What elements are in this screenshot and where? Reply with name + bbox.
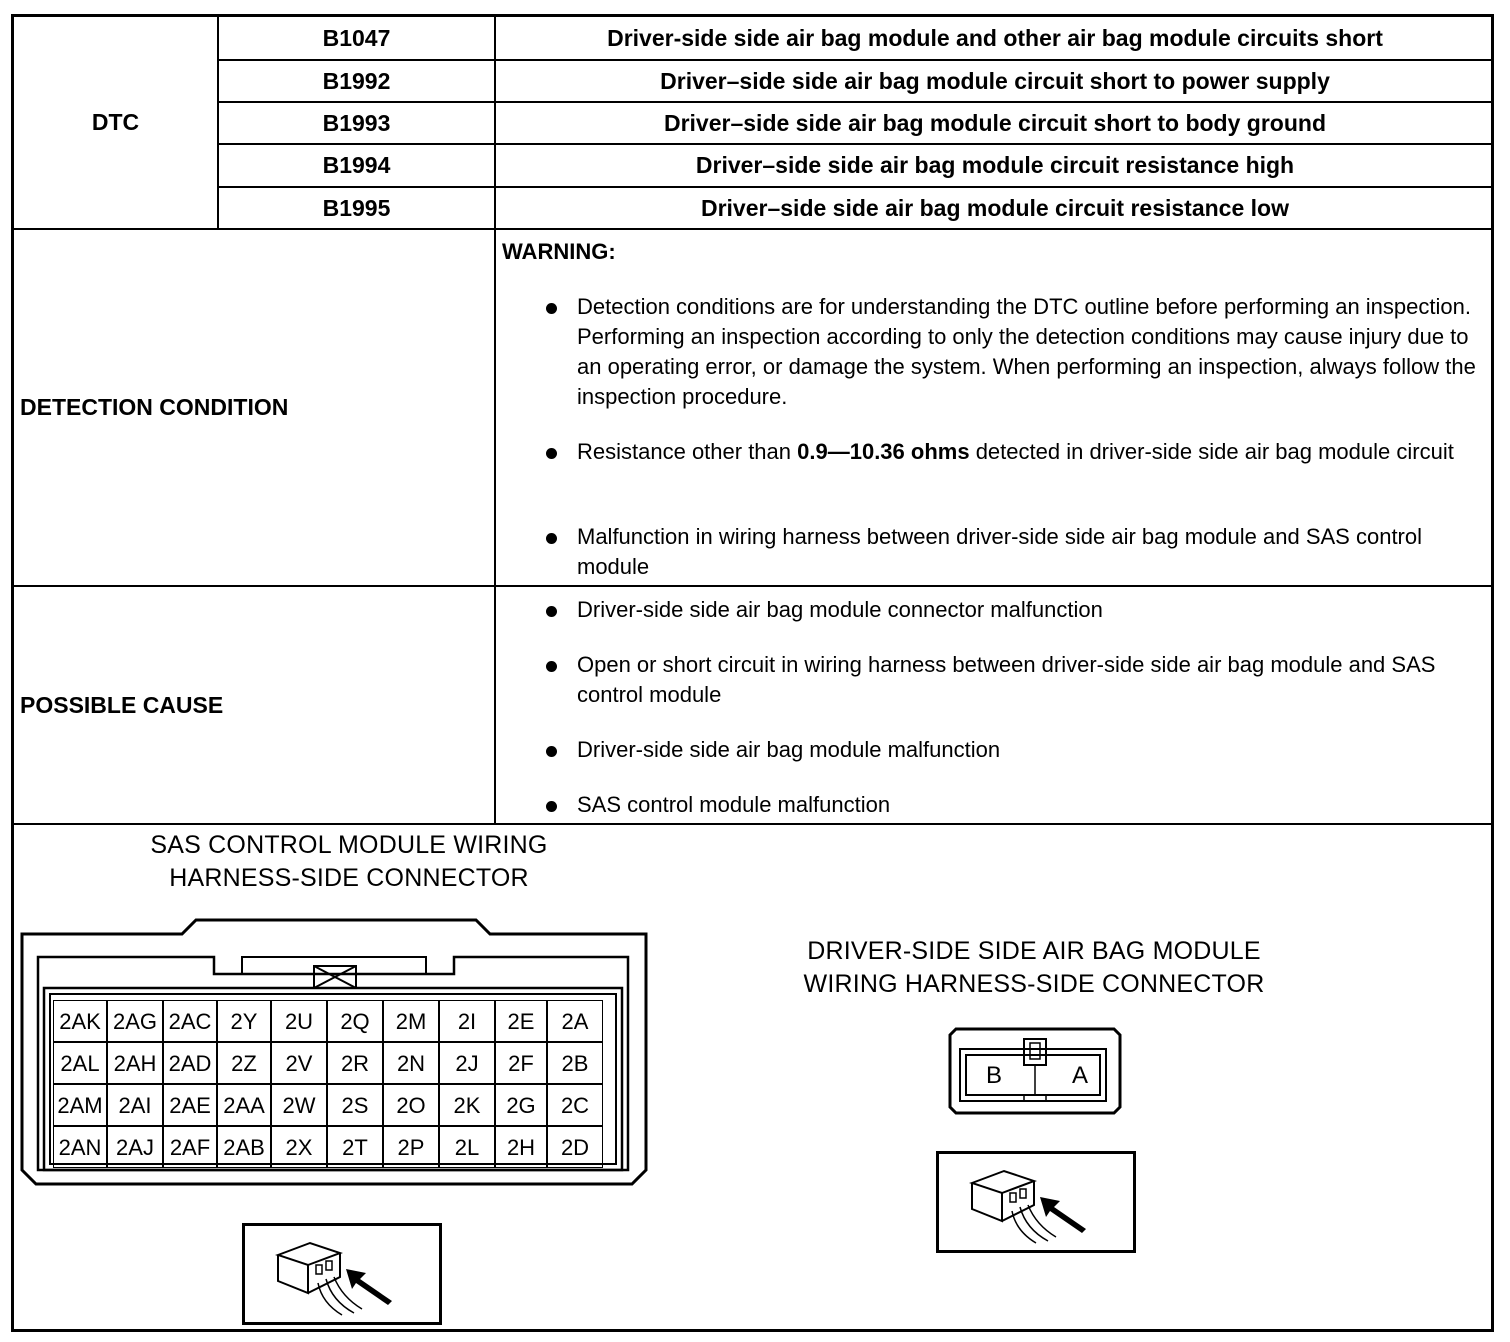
sas-pin-2ac: 2AC — [163, 1000, 217, 1042]
airbag-connector-diagram — [948, 1025, 1122, 1117]
sas-pin-2an: 2AN — [53, 1126, 107, 1168]
text-suffix: detected in driver-side side air bag module circuit — [969, 439, 1454, 464]
sas-pin-2d: 2D — [547, 1126, 603, 1168]
sas-pin-2aa: 2AA — [217, 1084, 271, 1126]
dtc-description: Driver-side side air bag module and other air bag module circuits short — [607, 24, 1383, 51]
dtc-info-table — [11, 14, 1494, 1332]
title-line: WIRING HARNESS-SIDE CONNECTOR — [803, 970, 1265, 998]
sas-pin-2m: 2M — [383, 1000, 439, 1042]
sas-pin-2x: 2X — [271, 1126, 327, 1168]
sas-pin-2ad: 2AD — [163, 1042, 217, 1084]
row-divider — [14, 823, 1494, 825]
dtc-description: Driver–side side air bag module circuit resistance high — [695, 152, 1295, 178]
sas-pin-2l: 2L — [439, 1126, 495, 1168]
airbag-connector-title — [754, 935, 1314, 1001]
sas-pin-2f: 2F — [495, 1042, 547, 1084]
dtc-label: DTC — [91, 109, 140, 135]
sas-pin-2z: 2Z — [217, 1042, 271, 1084]
sas-pin-2o: 2O — [383, 1084, 439, 1126]
sas-pin-2k: 2K — [439, 1084, 495, 1126]
sas-pin-2r: 2R — [327, 1042, 383, 1084]
sas-pin-2h: 2H — [495, 1126, 547, 1168]
dtc-description: Driver–side side air bag module circuit short to power supply — [660, 67, 1330, 94]
sas-pin-2u: 2U — [271, 1000, 327, 1042]
cause-item-text: Driver-side side air bag module malfunction — [577, 737, 1001, 762]
airbag-pin-a: A — [1071, 1062, 1088, 1089]
title-line: SAS CONTROL MODULE WIRING — [150, 831, 548, 859]
cause-item-text: Driver-side side air bag module connector malfunction — [577, 597, 1103, 622]
sas-pin-2ah: 2AH — [107, 1042, 163, 1084]
detection-item-text — [577, 437, 1477, 467]
sas-pin-2v: 2V — [271, 1042, 327, 1084]
sas-pin-2g: 2G — [495, 1084, 547, 1126]
bullet-icon — [546, 606, 557, 617]
sas-pin-2i: 2I — [439, 1000, 495, 1042]
detection-item-text: Detection conditions are for understanding the DTC outline before performing an inspection. Performing an inspection according to only the detection conditions may cause injury due to an operating error, or damage the system. When performing an inspection, always follow the inspection procedure. — [577, 294, 1476, 409]
sas-pin-2q: 2Q — [327, 1000, 383, 1042]
sas-pin-2ai: 2AI — [107, 1084, 163, 1126]
text-prefix: Resistance other than — [577, 439, 798, 464]
cause-item-text: SAS control module malfunction — [577, 792, 891, 817]
dtc-code: B1992 — [322, 67, 391, 94]
dtc-code: B1047 — [322, 24, 391, 51]
detection-item-text: Malfunction in wiring harness between driver-side side air bag module and SAS control module — [577, 524, 1423, 579]
dtc-description: Driver–side side air bag module circuit short to body ground — [663, 109, 1326, 136]
bullet-icon — [546, 303, 557, 314]
sas-pin-2t: 2T — [327, 1126, 383, 1168]
bullet-icon — [546, 533, 557, 544]
sas-pin-2ag: 2AG — [107, 1000, 163, 1042]
detection-condition-label: DETECTION CONDITION — [20, 394, 289, 420]
dtc-code: B1995 — [322, 194, 391, 221]
sas-view-direction-box — [242, 1223, 442, 1325]
sas-pin-2al: 2AL — [53, 1042, 107, 1084]
sas-pin-2j: 2J — [439, 1042, 495, 1084]
airbag-view-direction-box — [936, 1151, 1136, 1253]
sas-connector-title — [74, 829, 624, 895]
sas-pin-2y: 2Y — [217, 1000, 271, 1042]
sas-pin-2am: 2AM — [53, 1084, 107, 1126]
sas-pin-2ak: 2AK — [53, 1000, 107, 1042]
title-line: DRIVER-SIDE SIDE AIR BAG MODULE — [807, 937, 1261, 965]
bullet-icon — [546, 661, 557, 672]
sas-pin-2ab: 2AB — [217, 1126, 271, 1168]
sas-pin-2b: 2B — [547, 1042, 603, 1084]
sas-pin-2w: 2W — [271, 1084, 327, 1126]
bullet-icon — [546, 801, 557, 812]
sas-pin-2a: 2A — [547, 1000, 603, 1042]
dtc-description: Driver–side side air bag module circuit resistance low — [700, 194, 1289, 221]
sas-pin-2af: 2AF — [163, 1126, 217, 1168]
sas-pin-2ae: 2AE — [163, 1084, 217, 1126]
warning-title: WARNING: — [502, 239, 616, 264]
sas-pin-2p: 2P — [383, 1126, 439, 1168]
cause-item-text: Open or short circuit in wiring harness between driver-side side air bag module and SAS control module — [577, 652, 1436, 707]
airbag-pin-b: B — [985, 1062, 1002, 1089]
dtc-code: B1993 — [322, 109, 391, 136]
bullet-icon — [546, 448, 557, 459]
sas-pin-2e: 2E — [495, 1000, 547, 1042]
sas-pin-2s: 2S — [327, 1084, 383, 1126]
bullet-icon — [546, 746, 557, 757]
sas-pin-2n: 2N — [383, 1042, 439, 1084]
resistance-range: 0.9—10.36 ohms — [797, 439, 970, 464]
sas-pin-2aj: 2AJ — [107, 1126, 163, 1168]
sas-pin-2c: 2C — [547, 1084, 603, 1126]
title-line: HARNESS-SIDE CONNECTOR — [169, 864, 529, 892]
possible-cause-label: POSSIBLE CAUSE — [20, 691, 224, 718]
dtc-code: B1994 — [322, 152, 391, 178]
